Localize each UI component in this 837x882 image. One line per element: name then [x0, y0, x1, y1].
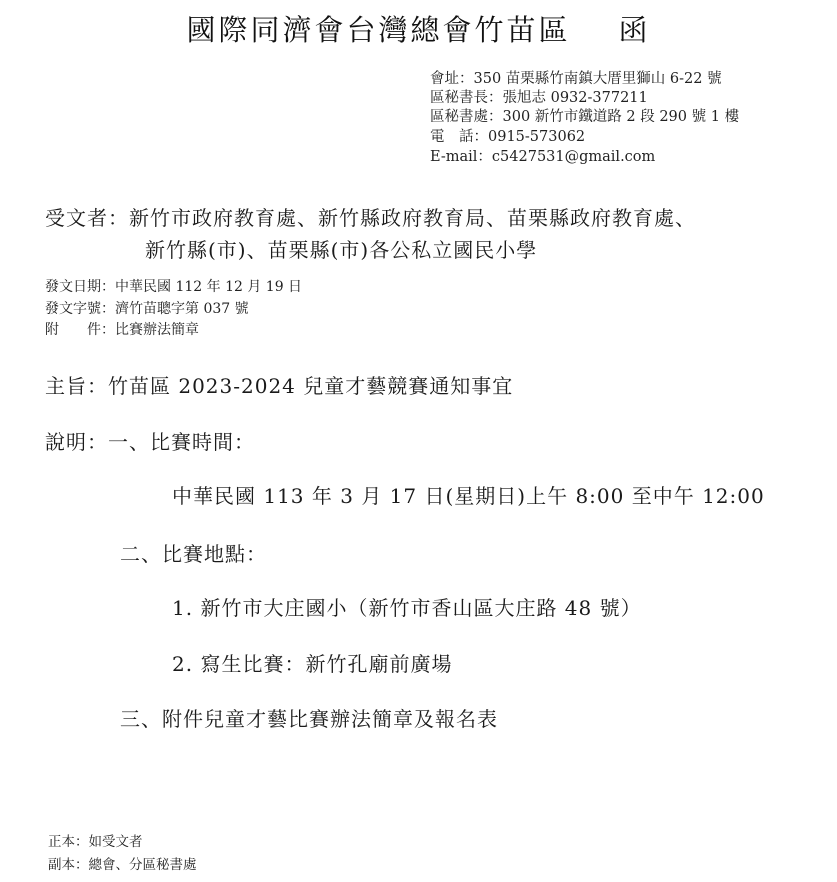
contact-address: 會址：350 苗栗縣竹南鎮大厝里獅山 6-22 號 [430, 71, 722, 87]
explanation-item-3: 三、附件兒童才藝比賽辦法簡章及報名表 [120, 707, 498, 731]
contact-secretary: 區秘書長：張旭志 0932-377211 [430, 90, 648, 106]
subject: 主旨：竹苗區 2023-2024 兒童才藝競賽通知事宜 [45, 374, 514, 398]
org-name: 國際同濟會台灣總會竹苗區 [186, 13, 571, 47]
contact-office: 區秘書處：300 新竹市鐵道路 2 段 290 號 1 樓 [430, 109, 740, 125]
issue-date: 發文日期：中華民國 112 年 12 月 19 日 [45, 279, 303, 295]
venue-1: 1. 新竹市大庄國小（新竹市香山區大庄路 48 號） [172, 596, 642, 620]
contact-email: E-mail：c5427531@gmail.com [430, 149, 656, 165]
document-title [0, 8, 837, 49]
recipient-line-1: 受文者：新竹市政府教育處、新竹縣政府教育局、苗栗縣政府教育處、 [45, 206, 696, 230]
original-recipient: 正本：如受文者 [48, 834, 143, 850]
attachment: 附 件：比賽辦法簡章 [45, 322, 199, 338]
document-number: 發文字號：濟竹苗聰字第 037 號 [45, 301, 249, 317]
venue-2: 2. 寫生比賽：新竹孔廟前廣場 [172, 652, 453, 676]
copy-recipient: 副本：總會、分區秘書處 [48, 857, 197, 873]
competition-time: 中華民國 113 年 3 月 17 日(星期日)上午 8:00 至中午 12:00 [172, 484, 765, 508]
contact-phone: 電 話：0915-573062 [430, 129, 586, 145]
recipient-line-2: 新竹縣(市)、苗栗縣(市)各公私立國民小學 [145, 238, 538, 262]
explanation-item-2-heading: 二、比賽地點： [120, 542, 267, 566]
document-type: 函 [618, 13, 651, 47]
explanation-item-1-heading: 說明：一、比賽時間： [45, 430, 255, 454]
